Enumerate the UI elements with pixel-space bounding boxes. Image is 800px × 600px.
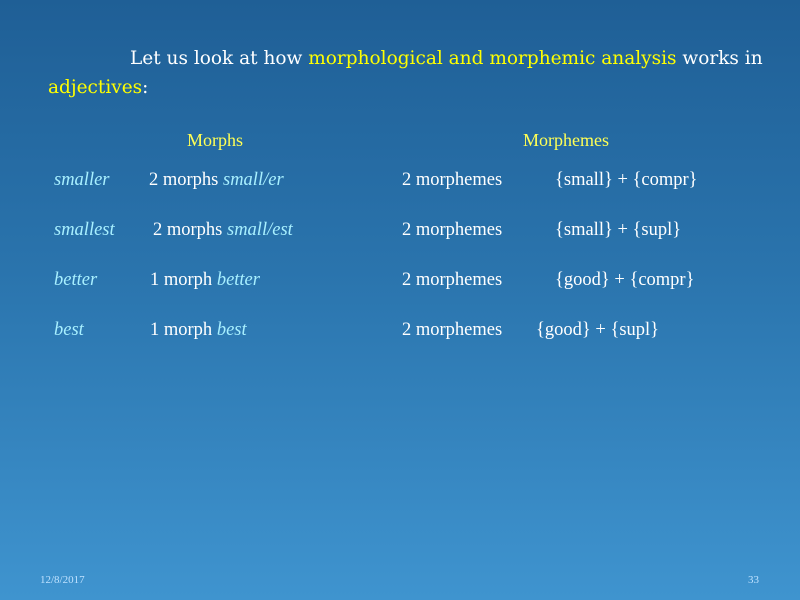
row-word: better <box>54 270 98 290</box>
morph-split: small/est <box>227 220 293 240</box>
row-morphs <box>149 170 284 191</box>
header-morphemes: Morphemes <box>523 130 609 150</box>
morph-count: 1 morph <box>150 320 213 340</box>
morpheme-analysis: {small} + {compr} <box>555 170 698 190</box>
row-word: smallest <box>54 220 115 240</box>
morpheme-count: 2 morphemes <box>402 270 503 290</box>
morpheme-analysis: {good} + {compr} <box>555 270 695 290</box>
intro-part2: works in <box>676 48 763 69</box>
morpheme-analysis: {small} + {supl} <box>555 220 682 240</box>
row-morphs <box>150 320 247 341</box>
intro-highlight-adjectives: adjectives <box>48 77 143 98</box>
row-morphs <box>153 220 293 241</box>
morpheme-count: 2 morphemes <box>402 320 503 340</box>
intro-text <box>48 44 768 102</box>
morph-split: best <box>216 320 247 340</box>
morph-count: 1 morph <box>150 270 213 290</box>
morph-count: 2 morphs <box>153 220 223 240</box>
intro-part3: : <box>142 77 149 98</box>
morpheme-count: 2 morphemes <box>402 170 503 190</box>
morph-split: small/er <box>223 170 284 190</box>
morph-count: 2 morphs <box>149 170 219 190</box>
morpheme-count: 2 morphemes <box>402 220 503 240</box>
row-word: best <box>54 320 84 340</box>
intro-highlight-analysis: morphological and morphemic analysis <box>308 48 677 69</box>
intro-part1: Let us look at how <box>130 48 309 69</box>
header-morphs: Morphs <box>187 130 244 150</box>
morph-split: better <box>216 270 260 290</box>
footer-date: 12/8/2017 <box>40 574 85 586</box>
row-morphs <box>150 270 260 291</box>
morpheme-analysis: {good} + {supl} <box>536 320 660 340</box>
row-word: smaller <box>54 170 110 190</box>
page-number: 33 <box>748 574 759 586</box>
